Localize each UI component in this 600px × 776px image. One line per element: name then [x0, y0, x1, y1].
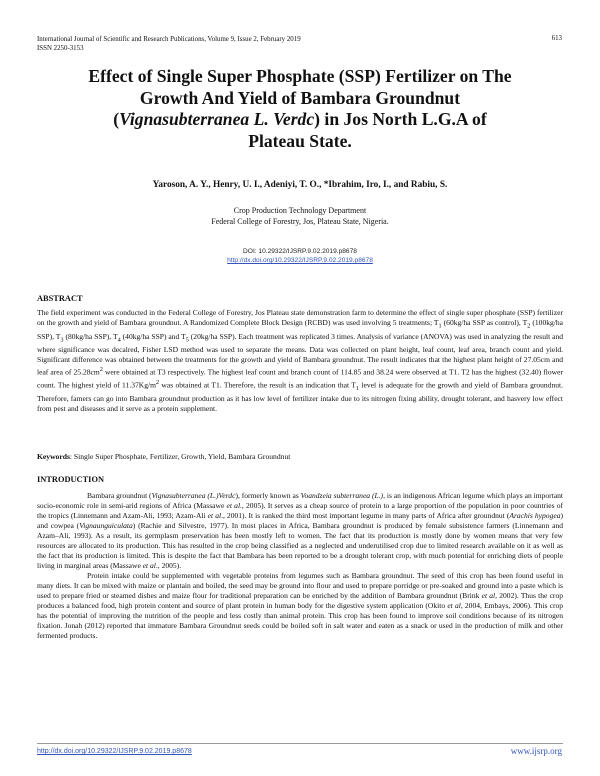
title-line-1: Effect of Single Super Phosphate (SSP) Fertilizer on The: [88, 66, 512, 86]
abstract-body: The field experiment was conducted in the Federal College of Forestry, Jos Plateau state demonstration farm to determine the effect of single super phosphate (SSP) fertilizer on the growth and yield of Bambara groundnut. A Randomized Complete Block Design (RCBD) was used involving 5 treatments; $T_1$ (60kg/ha SSP as control), $T_2$ (100kg/ha SSP), $T_3$ (80kg/ha SSP), $T_4$ (40kg/ha SSP) and $T_5$ (20kg/ha SSP). Each treatment was replicated 3 times. Analysis of variance (ANOVA) was used in analyzing the result and where significance was decalred, Fisher LSD method was used to separate the means. Data was collected on plant height, leaf count, leaf area, branch count and yield. Significant difference was obtained between the treatments for the growth and yield of Bambara groundnut. The result indicates that the highest plant height of 27.05cm and leaf area of $25.28cm^2$ were obtained at T3 respectively. The highest leaf count and branch count of 114.85 and 38.24 were observed at T1. T2 has the highest (32.40) flower count. The highest yield of $11.37Kg/m^2$ was obtained at T1. Therefore, the result is an indication that $T_1$ level is adequate for the growth and yield of Bambara groundnut. Therefore, famers can go into Bambara groundnut production as it has low level of fertilizer intake due to its nitrogen fixing ability, drought tolerant, and hasvery low effect from pest and diseases and it serve as a protein supplement.: [37, 308, 564, 413]
journal-name: International Journal of Scientific and Research Publications, Volume 9, Issue 2, February 2019: [37, 36, 301, 43]
keywords-label: Keywords: [37, 452, 70, 461]
running-header: [37, 35, 301, 53]
introduction-body: [37, 491, 563, 641]
title-line-2: Growth And Yield of Bambara Groundnut: [139, 87, 461, 108]
doi-block: [30, 247, 570, 265]
abstract-heading: ABSTRACT: [37, 294, 83, 303]
footer-site-link[interactable]: www.ijsrp.org: [510, 746, 562, 756]
title-paren: (: [113, 109, 120, 129]
intro-paragraph-2: Protein intake could be supplemented with vegetable proteins from legumes such as Bambara groundnut. The seed of this crop has been found useful in many diets. It can be mixed with maize or plantain and boiled, the seed may be ground into flour and used to prepare porridge or pre-soaked and ground into a paste which is used to prepare fried or steamed dishes and maize flour for traditional preparation can be enriched by the addition of Bambara groundnut (Brink et al, 2002). Thus the crop produces a balanced food, high protein content and source of plant protein in human body for the digestive system application (Okito et al, 2004, Embays, 2006). This crop has the potential of improving the nutrition of the people and less costly than animal protein. This crop has been found to improve soil conditions because of its nitrogen fixation. Jonah (2012) reported that immature Bambara Groundnut seeds could be boiled soft in salt water and eaten as a snack or used in the production of milk and other fermented products.: [37, 571, 563, 640]
keywords-text: : Single Super Phosphate, Fertilizer, Growth, Yield, Bambara Groundnut: [69, 452, 291, 461]
doi-text: DOI: 10.29322/IJSRP.9.02.2019.p8678: [243, 248, 357, 255]
doi-link[interactable]: http://dx.doi.org/10.29322/IJSRP.9.02.2019.p8678: [227, 257, 373, 264]
issn: ISSN 2250-3153: [37, 45, 84, 52]
affiliation-department: Crop Production Technology Department: [233, 206, 367, 215]
footer-rule: [37, 743, 563, 744]
title-line-3-rest: ) in Jos North L.G.A of: [314, 109, 487, 129]
title-line-3: [30, 109, 570, 131]
paper-title: [30, 66, 570, 152]
author-list: Yaroson, A. Y., Henry, U. I., Adeniyi, T. O., *Ibrahim, Iro, I., and Rabiu, S.: [152, 180, 448, 190]
page-number: 613: [551, 35, 562, 42]
title-species: Vignasubterranea L. Verdc: [119, 109, 315, 129]
introduction-heading: INTRODUCTION: [37, 475, 105, 484]
title-line-4: Plateau State.: [248, 130, 352, 151]
affiliation-college: Federal College of Forestry, Jos, Plateau State, Nigeria.: [211, 216, 389, 226]
footer-doi-link[interactable]: http://dx.doi.org/10.29322/IJSRP.9.02.2019.p8678: [37, 748, 192, 755]
intro-paragraph-1: Bambara groundnut (Vignasubterranea (L.)Verdc), formerly known as Voandzeia subterranea (L.), is an indigenous African legume which plays an important socio-economic role in semi-arid regions of Africa (Massawe et al., 2005). It serves as a cheap source of protein to a large proportion of the population in poor countries of the tropics (Linnemann and Azam-Ali, 1993; Azam-Ali et al., 2001). It is ranked the third most important legume in many parts of Africa after groundnut (Arachis hypogea) and cowpea (Vignaunguiculata) (Rachie and Silvestre, 1977). In most places in Africa, Bambara groundnut is produced by female subsistence farmers (Linnemann and Azam–Ali, 1993). As a result, its germplasm preservation has been mostly left to women. The fact that its production is mostly done by women means that very few resources are allocated to its production. This has resulted in the crop being classified as a neglected and underutilised crop due to limited research available on it as well as the fact that its production is limited. This is despite the fact that Bambara has been reported to be a drought tolerant crop, with much potential for enriching diets of people living in marginal areas (Massawe et al., 2005).: [37, 491, 563, 570]
affiliation: [30, 206, 570, 227]
keywords: [37, 452, 563, 461]
